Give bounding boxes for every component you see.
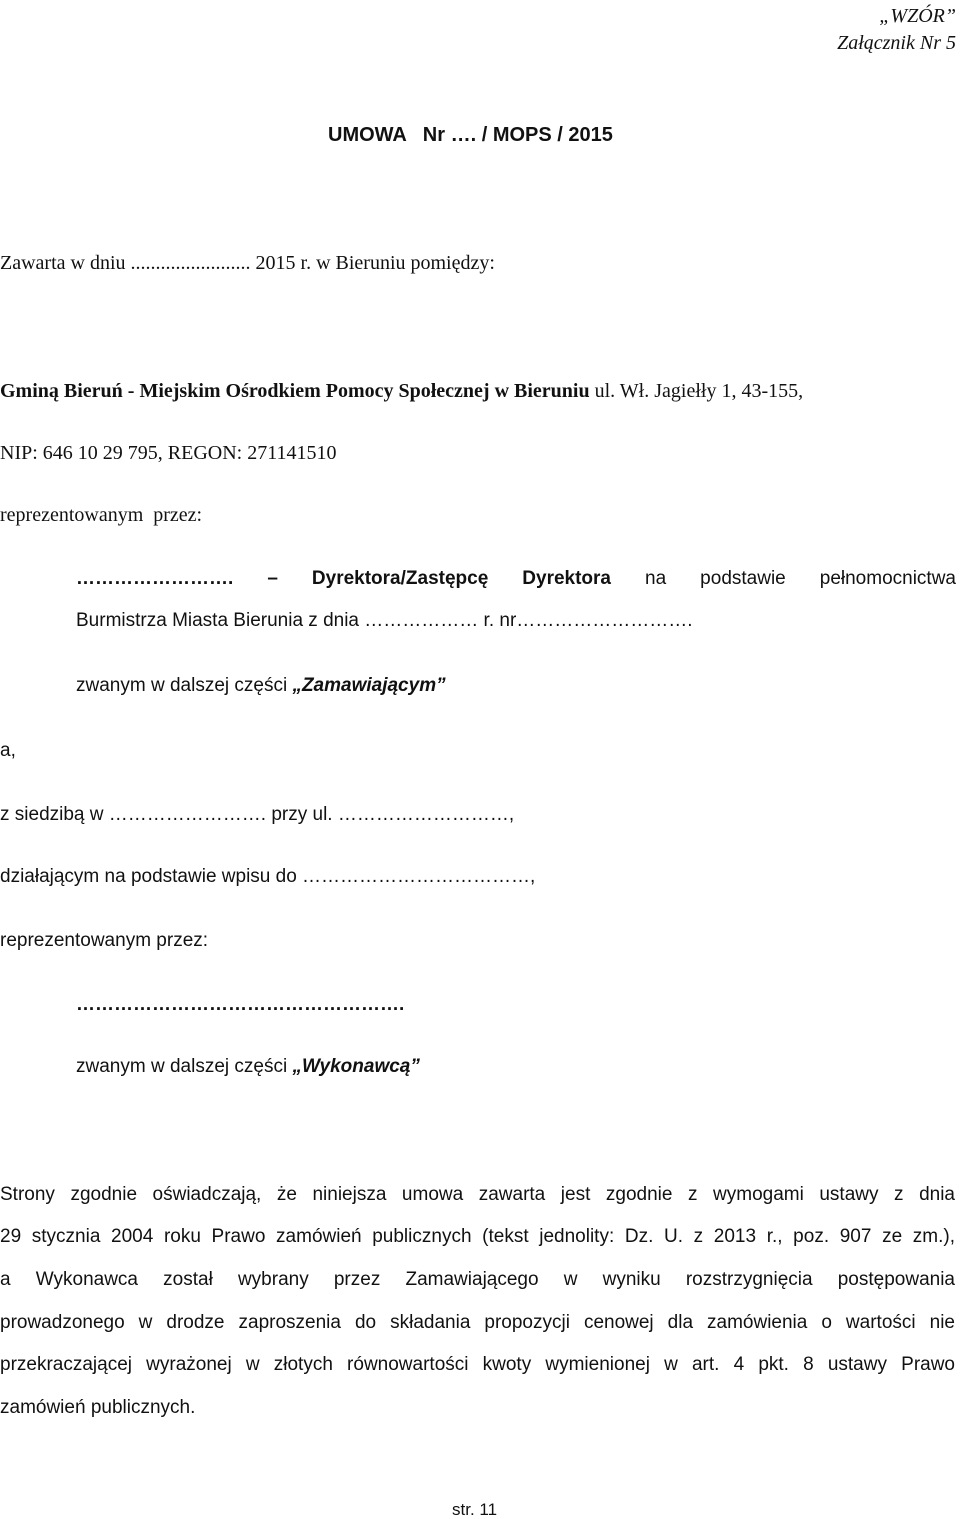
- body-line-4: prowadzonego w drodze zaproszenia do składania propozycji cenowej dla zamówienia o wartości nie: [0, 1312, 955, 1333]
- party1-address: ul. Wł. Jagiełły 1, 43-155,: [589, 380, 804, 402]
- body-line-2: 29 stycznia 2004 roku Prawo zamówień publicznych (tekst jednolity: Dz. U. z 2013 r., poz. 907 ze zm.),: [0, 1226, 955, 1247]
- conjunction: a,: [0, 740, 16, 761]
- party1-nip-regon: NIP: 646 10 29 795, REGON: 271141510: [0, 442, 337, 464]
- header-attachment: Załącznik Nr 5: [837, 32, 956, 54]
- party1-called-prefix: zwanym w dalszej części: [76, 675, 293, 696]
- body-last-line: zamówień publicznych.: [0, 1397, 196, 1418]
- party2-called-name: „Wykonawcą”: [292, 1056, 420, 1077]
- body-line-1: Strony zgodnie oświadczają, że niniejsza umowa zawarta jest zgodnie z wymogami ustawy z dnia: [0, 1184, 955, 1205]
- page-number: str. 11: [452, 1500, 498, 1519]
- party1-called: [76, 676, 446, 695]
- party1-rep-basis: na podstawie pełnomocnictwa: [645, 568, 956, 589]
- party2-called: [76, 1057, 420, 1076]
- party1-rep-line: [76, 569, 956, 588]
- party1-name: Gminą Bieruń - Miejskim Ośrodkiem Pomocy Społecznej w Bieruniu: [0, 380, 590, 402]
- body-line-3: a Wykonawca został wybrany przez Zamawiającego w wyniku rozstrzygnięcia postępowania: [0, 1269, 955, 1290]
- contract-title: UMOWA Nr …. / MOPS / 2015: [328, 124, 613, 146]
- party2-called-prefix: zwanym w dalszej części: [76, 1056, 293, 1077]
- header-wzor: „WZÓR”: [879, 5, 956, 27]
- party1-rep-role: Dyrektora/Zastępcę Dyrektora: [311, 568, 611, 589]
- party1-rep-dots: …………………….: [76, 568, 268, 589]
- party2-registry: działającym na podstawie wpisu do ………………………………,: [0, 866, 536, 887]
- party1-rep-line2: Burmistrza Miasta Bierunia z dnia ……………… r. nr……………………….: [76, 610, 693, 631]
- party2-rep-dots: …………………………………………….: [76, 994, 405, 1015]
- party1-represented-by: reprezentowanym przez:: [0, 504, 203, 526]
- party1-called-name: „Zamawiającym”: [292, 675, 446, 696]
- concluded-line: Zawarta w dniu ........................ 2015 r. w Bieruniu pomiędzy:: [0, 252, 495, 274]
- body-line-5: przekraczającej wyrażonej w złotych równowartości kwoty wymienionej w art. 4 pkt. 8 ustawy Prawo: [0, 1354, 955, 1375]
- party1-line: [0, 381, 803, 401]
- party2-represented-by: reprezentowanym przez:: [0, 930, 209, 951]
- party1-rep-dash: –: [267, 568, 312, 589]
- party2-seat: z siedzibą w ……………………. przy ul. ………………………,: [0, 804, 515, 825]
